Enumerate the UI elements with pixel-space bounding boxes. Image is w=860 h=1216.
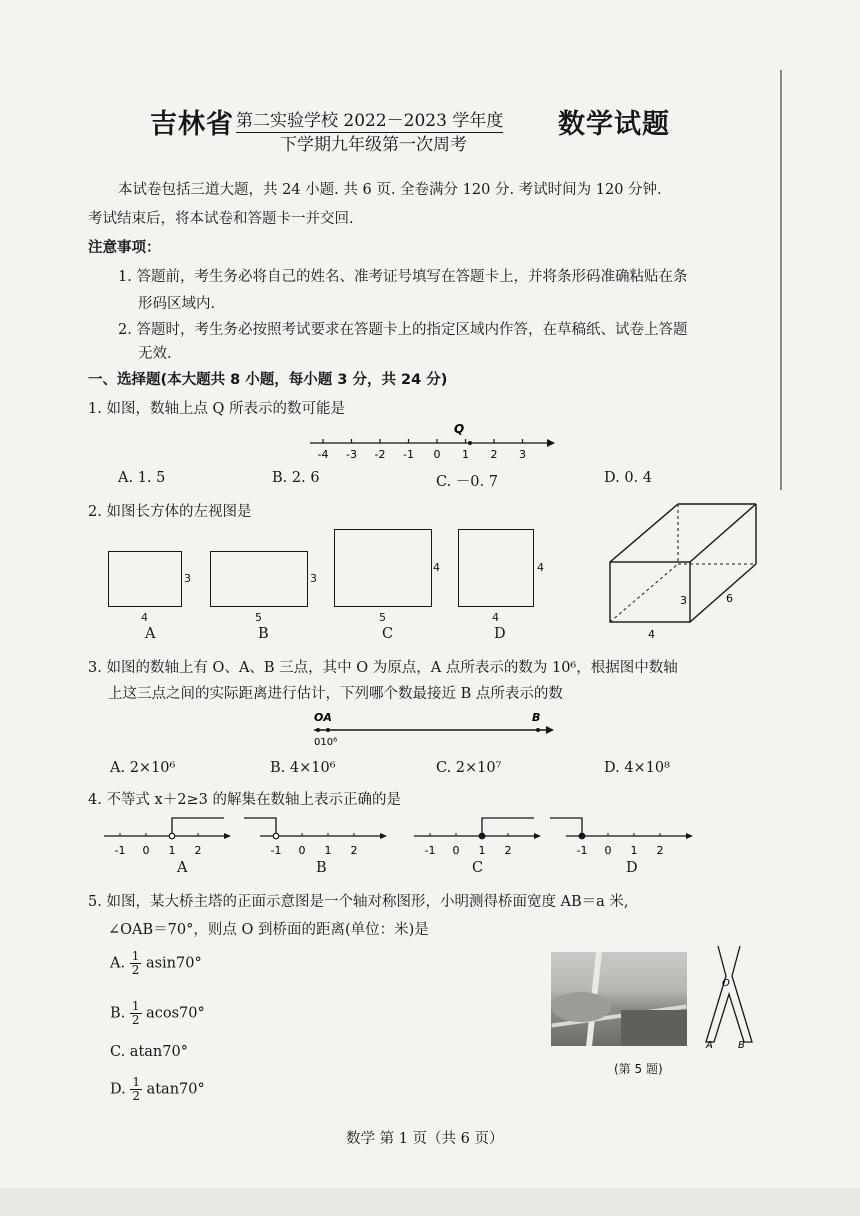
q3-stem-b: 上这三点之间的实际距离进行估计，下列哪个数最接近 B 点所表示的数 [108,686,563,702]
q2-box-a-width: 4 [141,611,148,624]
title-subject: 数学试题 [558,109,670,140]
q3-number-line [310,708,555,750]
q5-bridge-photo [551,952,687,1046]
q2-box-c-letter: C [382,626,394,642]
q3-point-o [316,728,320,732]
q5-option-b-fraction [130,1000,142,1027]
q3-point-b [536,728,540,732]
notice-item-1a: 1. 答题前，考生务必将自己的姓名、准考证号填写在答题卡上，并将条形码准确粘贴在条 [118,269,688,285]
intro-line-2: 考试结束后，将本试卷和答题卡一并交回. [88,211,354,227]
q4-letter-b: B [316,860,327,876]
q4-figures [104,812,754,862]
q4-tick-label: 0 [142,844,150,857]
q1-tick-label: 1 [462,448,469,460]
q2-cuboid-width: 4 [648,628,655,641]
q1-tick-label: -4 [317,448,329,460]
q5-option-b-expr: acos70° [146,1005,205,1022]
q5-option-d [110,1076,205,1103]
q2-box-a-letter: A [145,626,156,642]
notice-item-1b: 形码区域内. [138,296,216,312]
q4-stem: 4. 不等式 x＋2≥3 的解集在数轴上表示正确的是 [88,792,401,808]
q4-tick-label: 2 [194,844,202,857]
q5-option-d-fraction [130,1076,142,1103]
scan-edge-line [780,70,782,490]
q5-stem-a: 5. 如图，某大桥主塔的正面示意图是一个轴对称图形，小明测得桥面宽度 AB＝a 米, [88,894,629,910]
title-subline: 下学期九年级第一次周考 [280,135,467,155]
q4-tick-label: -1 [114,844,126,857]
q1-tick-label: 0 [433,448,441,460]
q1-option-a: A. 1. 5 [118,470,166,486]
q3-option-d: D. 4×10⁸ [604,760,670,776]
notice-item-2b: 无效. [138,346,172,362]
q5-option-d-num: 1 [132,1075,140,1089]
q1-point-q [468,441,472,445]
q5-option-a-expr: asin70° [145,955,202,972]
q5-stem-b: ∠OAB＝70°，则点 O 到桥面的距离(单位：米)是 [108,922,429,938]
q2-box-a-height: 3 [184,572,191,585]
title-school-line: 第二实验学校 2022－2023 学年度 [236,106,503,133]
q4-endpoint [579,833,585,839]
q4-tick-label: 0 [452,844,460,857]
q2-box-b-height: 3 [310,572,317,585]
q1-stem: 1. 如图，数轴上点 Q 所表示的数可能是 [88,401,346,417]
q2-box-c-height: 4 [433,561,440,574]
q5-option-c-expr: atan70° [129,1044,188,1060]
q5-option-d-den: 2 [132,1089,140,1103]
q2-box-d [458,529,534,607]
q4-tick-label: 0 [604,844,612,857]
q1-point-label: Q [454,422,465,436]
q4-tick-label: -1 [576,844,588,857]
q2-box-b [210,551,308,607]
q5-option-a-letter: A. [110,955,126,972]
q5-option-b-letter: B. [110,1005,126,1022]
q1-tick-label: -3 [346,448,357,460]
q3-label-b: B [532,711,541,724]
q4-tick-label: -1 [270,844,282,857]
notice-item-2a: 2. 答题时，考生务必按照考试要求在答题卡上的指定区域内作答，在草稿纸、试卷上答题 [118,322,688,338]
q3-option-a: A. 2×10⁶ [110,760,176,776]
q4-axis-arrow [686,833,693,839]
q4-tick-label: 2 [656,844,664,857]
q2-box-c-width: 5 [379,611,386,624]
q5-caption: (第 5 题) [614,1062,663,1076]
q4-tick-label: 0 [298,844,306,857]
q2-box-b-letter: B [258,626,269,642]
section-1-title: 一、选择题(本大题共 8 小题，每小题 3 分，共 24 分) [88,372,448,388]
q3-stem-a: 3. 如图的数轴上有 O、A、B 三点，其中 O 为原点，A 点所表示的数为 10⁶，根据图中数轴 [88,660,678,676]
q2-box-d-width: 4 [492,611,499,624]
q2-stem: 2. 如图长方体的左视图是 [88,504,252,520]
q2-box-d-letter: D [494,626,506,642]
q2-cuboid-depth: 6 [726,592,733,605]
q5-fig-o: O [722,978,730,989]
q4-axis-arrow [534,833,541,839]
q1-tick-label: 2 [490,448,498,460]
q3-label-oa: OA [314,711,332,724]
q5-option-d-expr: atan70° [146,1081,205,1098]
q1-tick-label: -2 [374,448,386,460]
q4-letter-c: C [472,860,484,876]
q2-box-a [108,551,182,607]
q4-tick-label: 1 [478,844,486,857]
q2-cuboid-figure [606,492,766,642]
q4-tick-label: 2 [504,844,512,857]
q5-option-d-letter: D. [110,1081,126,1098]
q1-tick-label: -1 [403,448,414,460]
q4-endpoint [169,833,175,839]
q4-solution-bracket [244,818,276,836]
q4-tick-label: 1 [324,844,332,857]
q5-option-b [110,1000,205,1027]
q5-option-a-fraction [130,950,142,977]
q4-letter-a: A [177,860,188,876]
q5-tower-diagram [698,942,760,1050]
intro-line-1: 本试卷包括三道大题，共 24 小题. 共 6 页. 全卷满分 120 分. 考试时间为 120 分钟. [118,182,662,198]
q2-cuboid-height: 3 [680,594,687,607]
q1-number-line [305,418,555,460]
scan-bottom-strip [0,1188,860,1216]
q1-option-d: D. 0. 4 [604,470,652,486]
q5-fig-b: B [738,1040,745,1050]
q4-axis-arrow [380,833,387,839]
q4-solution-bracket [550,818,582,836]
q4-tick-label: -1 [424,844,436,857]
q4-axis-arrow [224,833,231,839]
q4-tick-label: 1 [630,844,638,857]
q5-option-a-den: 2 [131,963,140,977]
q4-tick-label: 1 [168,844,176,857]
q5-option-c [110,1044,188,1060]
q4-endpoint [273,833,279,839]
q3-option-c: C. 2×10⁷ [436,760,502,776]
page-footer: 数学 第 1 页（共 6 页） [346,1131,504,1147]
q5-option-c-letter: C. [110,1044,126,1060]
q2-box-c [334,529,432,607]
q4-tick-label: 2 [350,844,358,857]
q2-box-d-height: 4 [537,561,544,574]
q4-letter-d: D [626,860,638,876]
q5-fig-a: A [706,1040,713,1050]
q2-box-b-width: 5 [255,611,262,624]
q3-label-ticks: 010⁶ [314,737,338,748]
q1-tick-label: 3 [519,448,526,460]
q4-endpoint [479,833,485,839]
q5-option-b-num: 1 [131,999,140,1013]
title-province: 吉林省 [150,109,234,140]
q1-option-b: B. 2. 6 [272,470,320,486]
q5-option-a [110,950,202,977]
q5-option-b-den: 2 [131,1013,140,1027]
q5-option-a-num: 1 [131,949,140,963]
q3-option-b: B. 4×10⁶ [270,760,336,776]
q1-option-c: C. －0. 7 [436,474,498,490]
notice-title: 注意事项： [88,240,161,256]
q3-point-a [326,728,330,732]
